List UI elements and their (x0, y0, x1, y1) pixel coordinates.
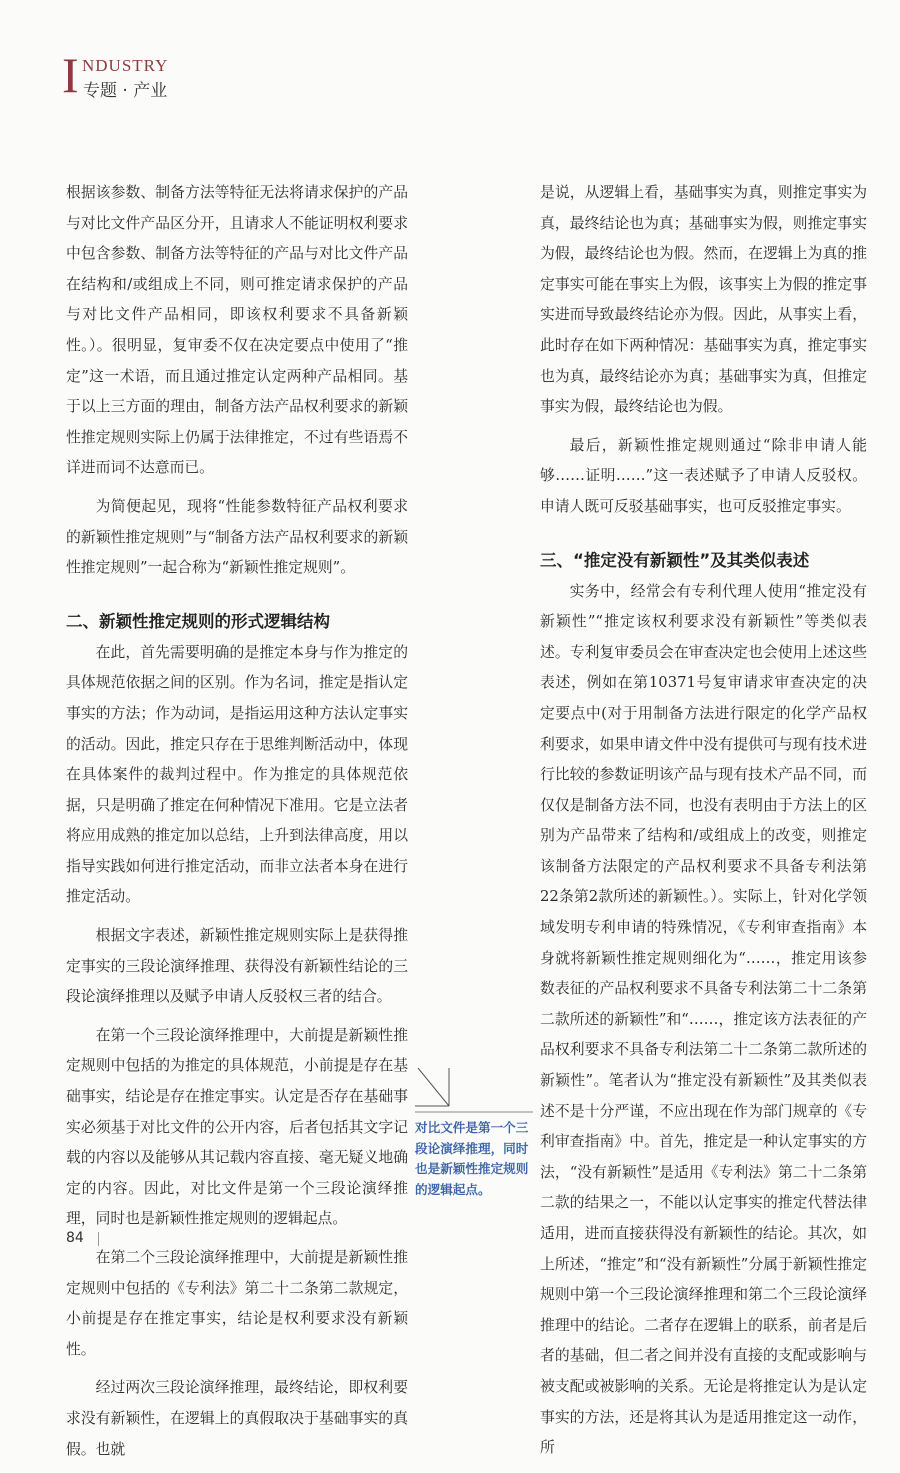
header-section-zh: 专题 · 产业 (83, 81, 168, 101)
header-initial-logo: I (62, 47, 79, 103)
pull-quote (415, 1068, 533, 1200)
page-number-divider (98, 1232, 99, 1246)
pull-quote-text: 对比文件是第一个三段论演绎推理，同时也是新颖性推定规则的逻辑起点。 (415, 1120, 529, 1197)
left-column (66, 178, 408, 1473)
page-number: 84 (66, 1230, 84, 1246)
section-heading: 三、“推定没有新颖性”及其类似表述 (540, 550, 810, 570)
paragraph: 是说，从逻辑上看，基础事实为真，则推定事实为真，最终结论也为真；基础事实为假，则推定事实为假，最终结论也为假。然而，在逻辑上为真的推定事实可能在事实上为假，该事实上为假的推定事实进而导致最终结论亦为假。因此，从事实上看，此时存在如下两种情况：基础事实为真，推定事实也为真，最终结论亦为真；基础事实为真，但推定事实为假，最终结论也为假。 (540, 184, 867, 416)
header-section-en: NDUSTRY (82, 56, 169, 75)
paragraph: 在第一个三段论演绎推理中，大前提是新颖性推定规则中包括的为推定的具体规范，小前提是存在基础事实，结论是存在推定事实。认定是否存在基础事实必须基于对比文件的公开内容，后者包括其文字记载的内容以及能够从其记载内容直接、毫无疑义地确定的内容。因此，对比文件是第一个三段论演绎推理，同时也是新颖性推定规则的逻辑起点。 (66, 1026, 408, 1228)
section-heading: 二、新颖性推定规则的形式逻辑结构 (66, 611, 330, 631)
paragraph: 为简便起见，现将“性能参数特征产品权利要求的新颖性推定规则”与“制备方法产品权利要求的新颖性推定规则”一起合称为“新颖性推定规则”。 (66, 497, 408, 577)
paragraph: 根据该参数、制备方法等特征无法将请求保护的产品与对比文件产品区分开，且请求人不能证明权利要求中包含参数、制备方法等特征的产品与对比文件产品在结构和/或组成上不同，则可推定请求保护的产品与对比文件产品相同，即该权利要求不具备新颖性。）。很明显，复审委不仅在决定要点中使用了“推定”这一术语，而且通过推定认定两种产品相同。基于以上三方面的理由，制备方法产品权利要求的新颖性推定规则实际上仍属于法律推定，不过有些语焉不详进而词不达意而已。 (66, 184, 408, 477)
paragraph: 在此，首先需要明确的是推定本身与作为推定的具体规范依据之间的区别。作为名词，推定是指认定事实的方法；作为动词，是指运用这种方法认定事实的活动。因此，推定只存在于思维判断活动中，体现在具体案件的裁判过程中。作为推定的具体规范依据，只是明确了推定在何种情况下准用。它是立法者将应用成熟的推定加以总结，上升到法律高度，用以指导实践如何进行推定活动，而非立法者本身在进行推定活动。 (66, 643, 408, 906)
paragraph: 在第二个三段论演绎推理中，大前提是新颖性推定规则中包括的《专利法》第二十二条第二款规定，小前提是存在推定事实，结论是权利要求没有新颖性。 (66, 1249, 408, 1358)
right-column (540, 178, 867, 1472)
arrow-icon (415, 1068, 533, 1114)
paragraph: 实务中，经常会有专利代理人使用“推定没有新颖性”“推定该权利要求没有新颖性”等类似表述。专利复审委员会在审查决定也会使用上述这些表述，例如在第10371号复审请求审查决定的决定要点中(对于用制备方法进行限定的化学产品权利要求，如果申请文件中没有提供可与现有技术进行比较的参数证明该产品与现有技术产品不同，而仅仅是制备方法不同，也没有表明由于方法上的区别为产品带来了结构和/或组成上的改变，则推定该制备方法限定的产品权利要求不具备专利法第22条第2款所述的新颖性。）。实际上，针对化学领域发明专利申请的特殊情况，《专利审查指南》本身就将新颖性推定规则细化为“……，推定用该参数表征的产品权利要求不具备专利法第二十二条第二款所述的新颖性”和“……，推定该方法表征的产品权利要求不具备专利法第二十二条第二款所述的新颖性”。笔者认为“推定没有新颖性”及其类似表述不是十分严谨，不应出现在作为部门规章的《专利审查指南》中。首先，推定是一种认定事实的方法，“没有新颖性”是适用《专利法》第二十二条第二款的结果之一，不能以认定事实的推定代替法律适用，进而直接获得没有新颖性的结论。其次，如上所述，“推定”和“没有新颖性”分属于新颖性推定规则中第一个三段论演绎推理和第二个三段论演绎推理中的结论。二者存在逻辑上的联系，前者是后者的基础，但二者之间并没有直接的支配或影响与被支配或被影响的关系。无论是将推定认为是认定事实的方法，还是将其认为是适用推定这一动作，所 (540, 582, 867, 1457)
paragraph: 根据文字表述，新颖性推定规则实际上是获得推定事实的三段论演绎推理、获得没有新颖性结论的三段论演绎推理以及赋予申请人反驳权三者的结合。 (66, 927, 408, 1006)
paragraph: 最后，新颖性推定规则通过“除非申请人能够……证明……”这一表述赋予了申请人反驳权。申请人既可反驳基础事实，也可反驳推定事实。 (540, 436, 867, 515)
paragraph: 经过两次三段论演绎推理，最终结论，即权利要求没有新颖性，在逻辑上的真假取决于基础事实的真假。也就 (66, 1379, 408, 1458)
